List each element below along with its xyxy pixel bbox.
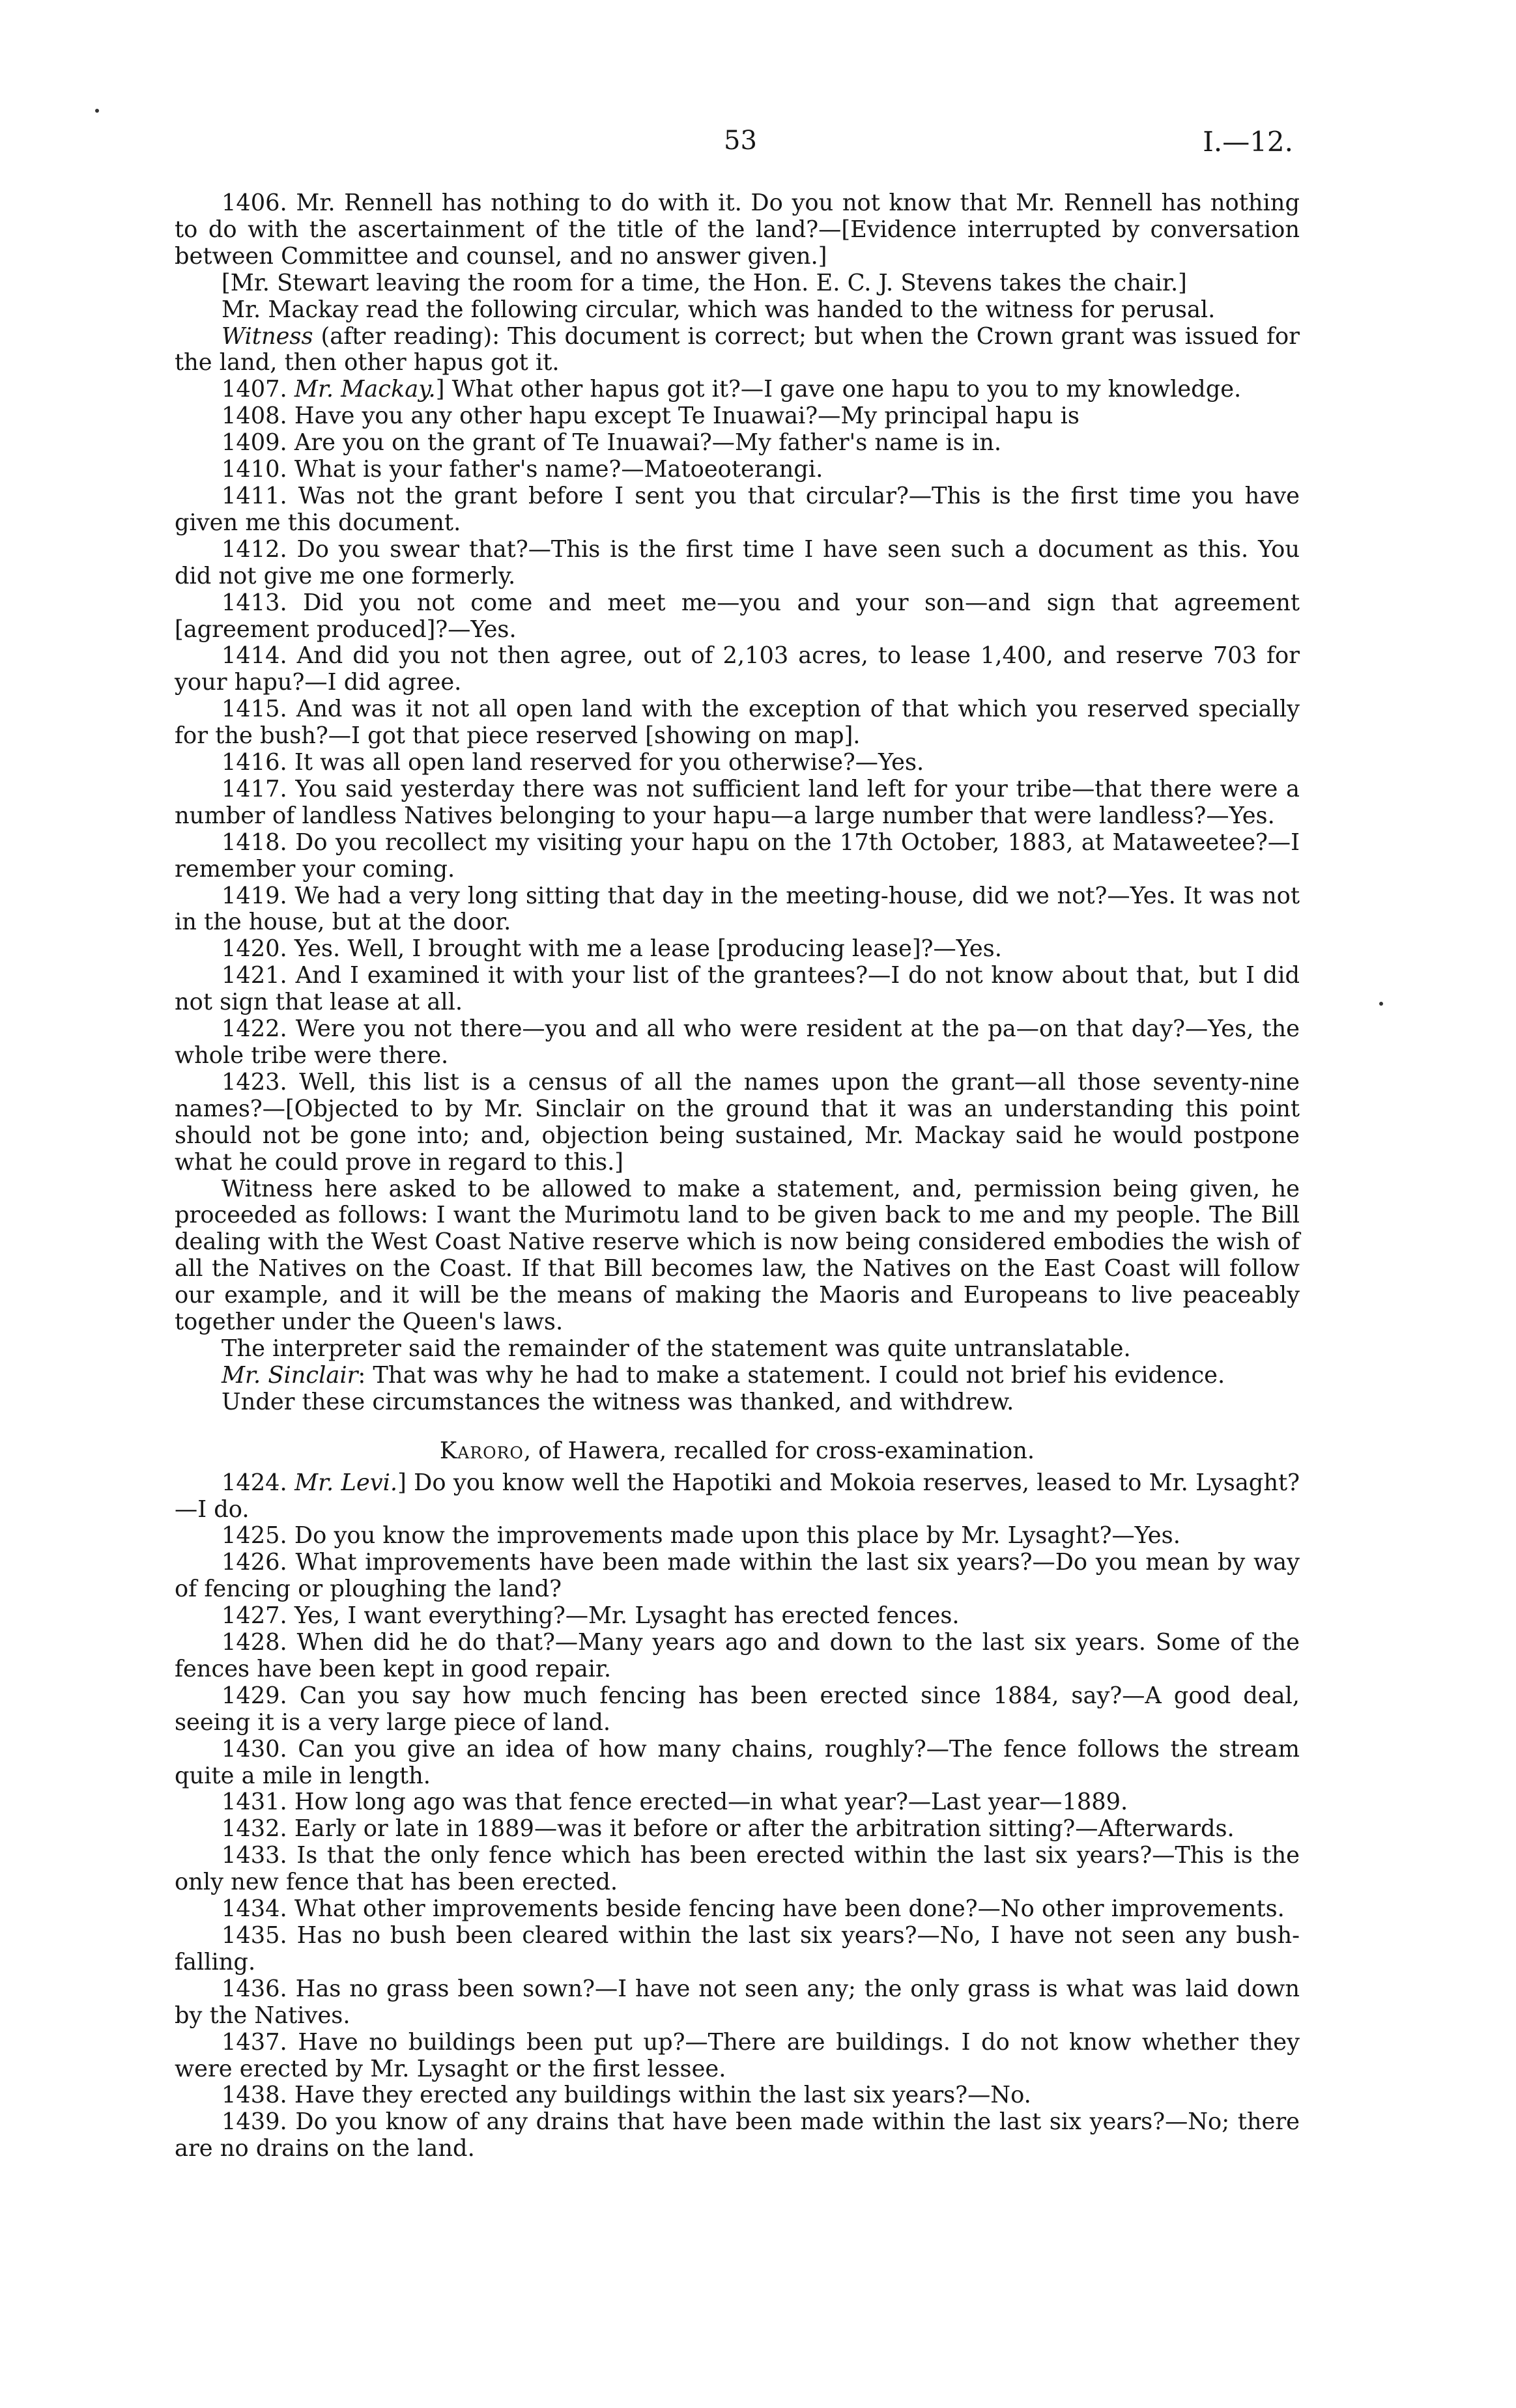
paragraph-1415: 1415. And was it not all open land with the exception of that which you reserved specially for the bush?—I got that piece reserved [showing on map]. — [175, 696, 1300, 750]
paragraph-1417: 1417. You said yesterday there was not sufficient land left for your tribe—that there were a number of landless Natives belonging to your hapu—a large number that were landless?—Yes. — [175, 775, 1300, 829]
paragraph-1419: 1419. We had a very long sitting that day in the meeting-house, did we not?—Yes. It was not in the house, but at the door. — [175, 882, 1300, 936]
paragraph-1428: 1428. When did he do that?—Many years ago and down to the last six years. Some of the fences have been kept in good repair. — [175, 1629, 1300, 1682]
margin-speck — [1379, 1002, 1383, 1006]
paragraph-1425: 1425. Do you know the improvements made upon this place by Mr. Lysaght?—Yes. — [222, 1522, 1180, 1550]
paragraph-witness-thanked: Under these circumstances the witness was thanked, and withdrew. — [222, 1388, 1014, 1415]
paragraph-1435: 1435. Has no bush been cleared within the last six years?—No, I have not seen any bush-falling. — [175, 1922, 1300, 1976]
paragraph-1421: 1421. And I examined it with your list of the grantees?—I do not know about that, but I did not sign that lease at all. — [175, 962, 1300, 1016]
paragraph-interpreter: The interpreter said the remainder of the statement was quite untranslatable. — [222, 1335, 1131, 1362]
paragraph-text: : That was why he had to make a statement. I could not brief his evidence. — [358, 1361, 1225, 1389]
paragraph-1434: 1434. What other improvements beside fencing have been done?—No other improvements. — [222, 1895, 1285, 1923]
paragraph-1420: 1420. Yes. Well, I brought with me a lease [producing lease]?—Yes. — [222, 935, 1002, 963]
paragraph-1437: 1437. Have no buildings been put up?—There are buildings. I do not know whether they were erected by Mr. Lysaght or the first lessee. — [175, 2028, 1300, 2082]
paragraph-1439: 1439. Do you know of any drains that have been made within the last six years?—No; there are no drains on the land. — [175, 2108, 1300, 2162]
margin-speck — [95, 109, 99, 113]
paragraph-sinclair — [175, 1363, 1300, 1389]
paragraph-1413: 1413. Did you not come and meet me—you and your son—and sign that agreement [agreement produced]?—Yes. — [175, 589, 1300, 643]
speaker-label: Mr. Sinclair — [222, 1361, 358, 1389]
paragraph-witness-statement: Witness here asked to be allowed to make a statement, and, permission being given, he proceeded as follows: I want the Murimotu land to be given back to me and my people. The Bill dealing with the West Coast Native reserve which is now being considered embodies the wish of all the Natives on the Coast. If that Bill becomes law, the Natives on the East Coast will follow our example, and it will be the means of making the Maoris and Europeans to live peaceably together under the Queen's laws. — [175, 1175, 1300, 1336]
section-heading-text: , of Hawera, recalled for cross-examination. — [523, 1437, 1035, 1464]
paragraph-1409: 1409. Are you on the grant of Te Inuawai?—My father's name is in. — [222, 429, 1002, 457]
paragraph-1433: 1433. Is that the only fence which has been erected within the last six years?—This is the only new fence that has been erected. — [175, 1842, 1300, 1896]
paragraph-1411: 1411. Was not the grant before I sent you that circular?—This is the first time you have given me this document. — [175, 482, 1300, 536]
paragraph-1418: 1418. Do you recollect my visiting your hapu on the 17th October, 1883, at Mataweetee?—I remember your coming. — [175, 829, 1300, 883]
paragraph-1423: 1423. Well, this list is a census of all the names upon the grant—all those seventy-nine names?—[Objected to by Mr. Sinclair on the ground that it was an understanding this point should not be gone into; and, objection being sustained, Mr. Mackay said he would postpone what he could prove in regard to this.] — [175, 1068, 1300, 1176]
document-code: I.—12. — [1203, 126, 1293, 158]
paragraph-1430: 1430. Can you give an idea of how many chains, roughly?—The fence follows the stream quite a mile in length. — [175, 1735, 1300, 1789]
paragraph-witness-after-reading — [175, 324, 1300, 377]
paragraph-mackay-read: Mr. Mackay read the following circular, which was handed to the witness for perusal. — [222, 296, 1216, 323]
paragraph-text: ] What other hapus got it?—I gave one hapu to you to my knowledge. — [435, 376, 1242, 403]
paragraph-1407 — [175, 376, 1300, 403]
speaker-label: Mr. Mackay. — [294, 376, 436, 403]
paragraph-text: (after reading): This document is correct; but when the Crown grant was issued for the land, then other hapus got it. — [175, 322, 1300, 376]
paragraph-1410: 1410. What is your father's name?—Matoeoterangi. — [222, 456, 823, 483]
paragraph-1438: 1438. Have they erected any buildings within the last six years?—No. — [222, 2082, 1031, 2109]
paragraph-1436: 1436. Has no grass been sown?—I have not seen any; the only grass is what was laid down by the Natives. — [175, 1975, 1300, 2029]
speaker-label: Witness — [222, 322, 313, 350]
paragraph-1427: 1427. Yes, I want everything?—Mr. Lysaght has erected fences. — [222, 1602, 960, 1630]
question-number: 1424. — [222, 1469, 295, 1496]
paragraph-1426: 1426. What improvements have been made within the last six years?—Do you mean by way of fencing or ploughing the land? — [175, 1549, 1300, 1603]
question-number: 1407. — [222, 376, 294, 403]
paragraph-text: ] Do you know well the Hapotiki and Mokoia reserves, leased to Mr. Lysaght?—I do. — [175, 1469, 1300, 1523]
paragraph-1424 — [175, 1470, 1300, 1523]
paragraph-1412: 1412. Do you swear that?—This is the first time I have seen such a document as this. You did not give me one formerly. — [175, 535, 1300, 589]
paragraph-1429: 1429. Can you say how much fencing has been erected since 1884, say?—A good deal, seeing it is a very large piece of land. — [175, 1682, 1300, 1736]
page-number: 53 — [724, 126, 757, 156]
paragraph-1416: 1416. It was all open land reserved for you otherwise?—Yes. — [222, 749, 924, 776]
paragraph-stewart-note: [Mr. Stewart leaving the room for a time, the Hon. E. C. J. Stevens takes the chair.] — [222, 269, 1187, 296]
paragraph-1414: 1414. And did you not then agree, out of 2,103 acres, to lease 1,400, and reserve 703 for your hapu?—I did agree. — [175, 642, 1300, 696]
document-body — [175, 190, 1300, 2162]
paragraph-1406: 1406. Mr. Rennell has nothing to do with it. Do you not know that Mr. Rennell has nothing to do with the ascertainment of the title of the land?—[Evidence interrupted by conversation between Committee and counsel, and no answer given.] — [175, 190, 1300, 270]
witness-name: Karoro — [439, 1437, 524, 1464]
paragraph-1431: 1431. How long ago was that fence erected—in what year?—Last year—1889. — [222, 1789, 1128, 1816]
paragraph-1422: 1422. Were you not there—you and all who were resident at the pa—on that day?—Yes, the whole tribe were there. — [175, 1015, 1300, 1069]
section-heading — [175, 1438, 1300, 1465]
speaker-label: Mr. Levi. — [294, 1469, 398, 1496]
paragraph-1432: 1432. Early or late in 1889—was it before or after the arbitration sitting?—Afterwards. — [222, 1815, 1235, 1843]
paragraph-1408: 1408. Have you any other hapu except Te Inuawai?—My principal hapu is — [222, 403, 1080, 430]
